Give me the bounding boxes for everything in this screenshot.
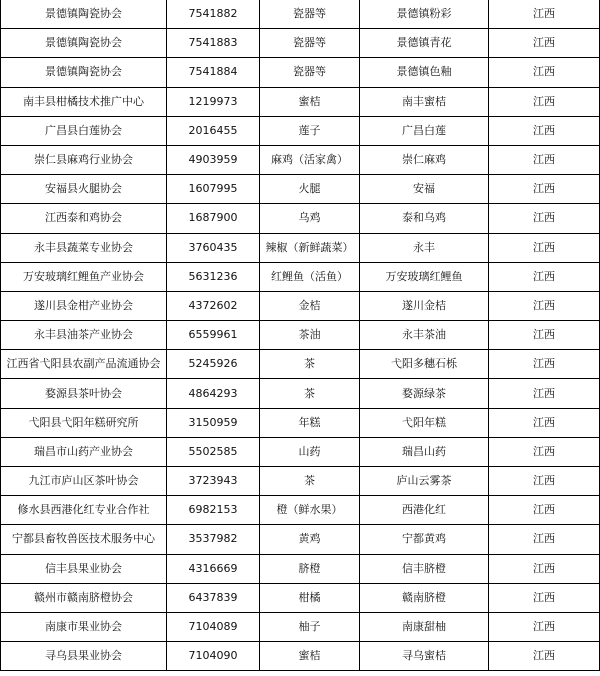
applicant-cell: 南康市果业协会	[1, 612, 167, 641]
product-cell: 瓷器等	[260, 29, 360, 58]
applicant-cell: 永丰县蔬菜专业协会	[1, 233, 167, 262]
mark-name-cell: 西港化红	[360, 496, 489, 525]
table-row	[1, 233, 600, 262]
table-row	[1, 262, 600, 291]
province-cell: 江西	[489, 175, 600, 204]
mark-name-cell: 万安玻璃红鲤鱼	[360, 262, 489, 291]
applicant-cell: 修水县西港化红专业合作社	[1, 496, 167, 525]
registration-number-cell: 7541882	[167, 0, 260, 29]
applicant-cell: 永丰县油茶产业协会	[1, 321, 167, 350]
registration-number-cell: 3723943	[167, 467, 260, 496]
province-cell: 江西	[489, 116, 600, 145]
product-cell: 火腿	[260, 175, 360, 204]
registration-number-cell: 2016455	[167, 116, 260, 145]
table-row	[1, 583, 600, 612]
province-cell: 江西	[489, 496, 600, 525]
table-row	[1, 116, 600, 145]
applicant-cell: 崇仁县麻鸡行业协会	[1, 145, 167, 174]
applicant-cell: 安福县火腿协会	[1, 175, 167, 204]
mark-name-cell: 泰和乌鸡	[360, 204, 489, 233]
mark-name-cell: 庐山云雾茶	[360, 467, 489, 496]
province-cell: 江西	[489, 525, 600, 554]
product-cell: 乌鸡	[260, 204, 360, 233]
table-row	[1, 87, 600, 116]
registration-number-cell: 6982153	[167, 496, 260, 525]
mark-name-cell: 安福	[360, 175, 489, 204]
applicant-cell: 江西省弋阳县农副产品流通协会	[1, 350, 167, 379]
applicant-cell: 广昌县白莲协会	[1, 116, 167, 145]
province-cell: 江西	[489, 554, 600, 583]
registration-number-cell: 7541883	[167, 29, 260, 58]
table-row	[1, 145, 600, 174]
mark-name-cell: 南康甜柚	[360, 612, 489, 641]
applicant-cell: 信丰县果业协会	[1, 554, 167, 583]
applicant-cell: 宁都县畜牧兽医技术服务中心	[1, 525, 167, 554]
table-row	[1, 350, 600, 379]
applicant-cell: 遂川县金柑产业协会	[1, 291, 167, 320]
table-row	[1, 291, 600, 320]
table-row	[1, 321, 600, 350]
product-cell: 红鲤鱼（活鱼）	[260, 262, 360, 291]
table-row	[1, 437, 600, 466]
registration-number-cell: 4316669	[167, 554, 260, 583]
province-cell: 江西	[489, 0, 600, 29]
product-cell: 蜜桔	[260, 642, 360, 671]
mark-name-cell: 永丰	[360, 233, 489, 262]
province-cell: 江西	[489, 29, 600, 58]
registration-number-cell: 3760435	[167, 233, 260, 262]
product-cell: 瓷器等	[260, 0, 360, 29]
registration-number-cell: 7104090	[167, 642, 260, 671]
applicant-cell: 婺源县茶叶协会	[1, 379, 167, 408]
table-row	[1, 408, 600, 437]
province-cell: 江西	[489, 204, 600, 233]
registration-number-cell: 5631236	[167, 262, 260, 291]
product-cell: 年糕	[260, 408, 360, 437]
product-cell: 橙（鲜水果）	[260, 496, 360, 525]
province-cell: 江西	[489, 262, 600, 291]
province-cell: 江西	[489, 583, 600, 612]
province-cell: 江西	[489, 321, 600, 350]
registration-number-cell: 7104089	[167, 612, 260, 641]
registration-number-cell: 6437839	[167, 583, 260, 612]
product-cell: 瓷器等	[260, 58, 360, 87]
mark-name-cell: 永丰茶油	[360, 321, 489, 350]
applicant-cell: 南丰县柑橘技术推广中心	[1, 87, 167, 116]
product-cell: 茶油	[260, 321, 360, 350]
product-cell: 脐橙	[260, 554, 360, 583]
table-row	[1, 29, 600, 58]
table-row	[1, 612, 600, 641]
table-body	[1, 0, 600, 671]
mark-name-cell: 崇仁麻鸡	[360, 145, 489, 174]
registration-number-cell: 4372602	[167, 291, 260, 320]
mark-name-cell: 赣南脐橙	[360, 583, 489, 612]
applicant-cell: 弋阳县弋阳年糕研究所	[1, 408, 167, 437]
applicant-cell: 九江市庐山区茶叶协会	[1, 467, 167, 496]
mark-name-cell: 婺源绿茶	[360, 379, 489, 408]
product-cell: 茶	[260, 467, 360, 496]
mark-name-cell: 遂川金桔	[360, 291, 489, 320]
product-cell: 麻鸡（活家禽）	[260, 145, 360, 174]
table-row	[1, 58, 600, 87]
mark-name-cell: 景德镇色釉	[360, 58, 489, 87]
province-cell: 江西	[489, 379, 600, 408]
province-cell: 江西	[489, 58, 600, 87]
registration-number-cell: 3537982	[167, 525, 260, 554]
product-cell: 黄鸡	[260, 525, 360, 554]
product-cell: 辣椒（新鲜蔬菜）	[260, 233, 360, 262]
province-cell: 江西	[489, 437, 600, 466]
registration-number-cell: 4903959	[167, 145, 260, 174]
table-row	[1, 642, 600, 671]
province-cell: 江西	[489, 408, 600, 437]
table-row	[1, 204, 600, 233]
province-cell: 江西	[489, 350, 600, 379]
table-row	[1, 525, 600, 554]
table-row	[1, 379, 600, 408]
mark-name-cell: 景德镇青花	[360, 29, 489, 58]
applicant-cell: 赣州市赣南脐橙协会	[1, 583, 167, 612]
applicant-cell: 寻乌县果业协会	[1, 642, 167, 671]
product-cell: 柚子	[260, 612, 360, 641]
province-cell: 江西	[489, 145, 600, 174]
province-cell: 江西	[489, 233, 600, 262]
applicant-cell: 景德镇陶瓷协会	[1, 29, 167, 58]
registration-number-cell: 5245926	[167, 350, 260, 379]
applicant-cell: 万安玻璃红鲤鱼产业协会	[1, 262, 167, 291]
table-row	[1, 554, 600, 583]
registration-number-cell: 7541884	[167, 58, 260, 87]
table-row	[1, 175, 600, 204]
mark-name-cell: 弋阳多穗石栎	[360, 350, 489, 379]
registration-number-cell: 1687900	[167, 204, 260, 233]
province-cell: 江西	[489, 87, 600, 116]
table-row	[1, 496, 600, 525]
applicant-cell: 景德镇陶瓷协会	[1, 0, 167, 29]
applicant-cell: 景德镇陶瓷协会	[1, 58, 167, 87]
applicant-cell: 江西泰和鸡协会	[1, 204, 167, 233]
registration-number-cell: 3150959	[167, 408, 260, 437]
mark-name-cell: 弋阳年糕	[360, 408, 489, 437]
registration-number-cell: 5502585	[167, 437, 260, 466]
applicant-cell: 瑞昌市山药产业协会	[1, 437, 167, 466]
product-cell: 山药	[260, 437, 360, 466]
mark-name-cell: 南丰蜜桔	[360, 87, 489, 116]
province-cell: 江西	[489, 642, 600, 671]
mark-name-cell: 信丰脐橙	[360, 554, 489, 583]
registration-number-cell: 1607995	[167, 175, 260, 204]
mark-name-cell: 宁都黄鸡	[360, 525, 489, 554]
product-cell: 金桔	[260, 291, 360, 320]
product-cell: 蜜桔	[260, 87, 360, 116]
registration-number-cell: 6559961	[167, 321, 260, 350]
product-cell: 柑橘	[260, 583, 360, 612]
product-cell: 茶	[260, 379, 360, 408]
mark-name-cell: 寻乌蜜桔	[360, 642, 489, 671]
province-cell: 江西	[489, 612, 600, 641]
mark-name-cell: 广昌白莲	[360, 116, 489, 145]
province-cell: 江西	[489, 467, 600, 496]
table-row	[1, 0, 600, 29]
product-cell: 莲子	[260, 116, 360, 145]
province-cell: 江西	[489, 291, 600, 320]
mark-name-cell: 瑞昌山药	[360, 437, 489, 466]
product-cell: 茶	[260, 350, 360, 379]
table-row	[1, 467, 600, 496]
registration-number-cell: 4864293	[167, 379, 260, 408]
registration-number-cell: 1219973	[167, 87, 260, 116]
mark-name-cell: 景德镇粉彩	[360, 0, 489, 29]
